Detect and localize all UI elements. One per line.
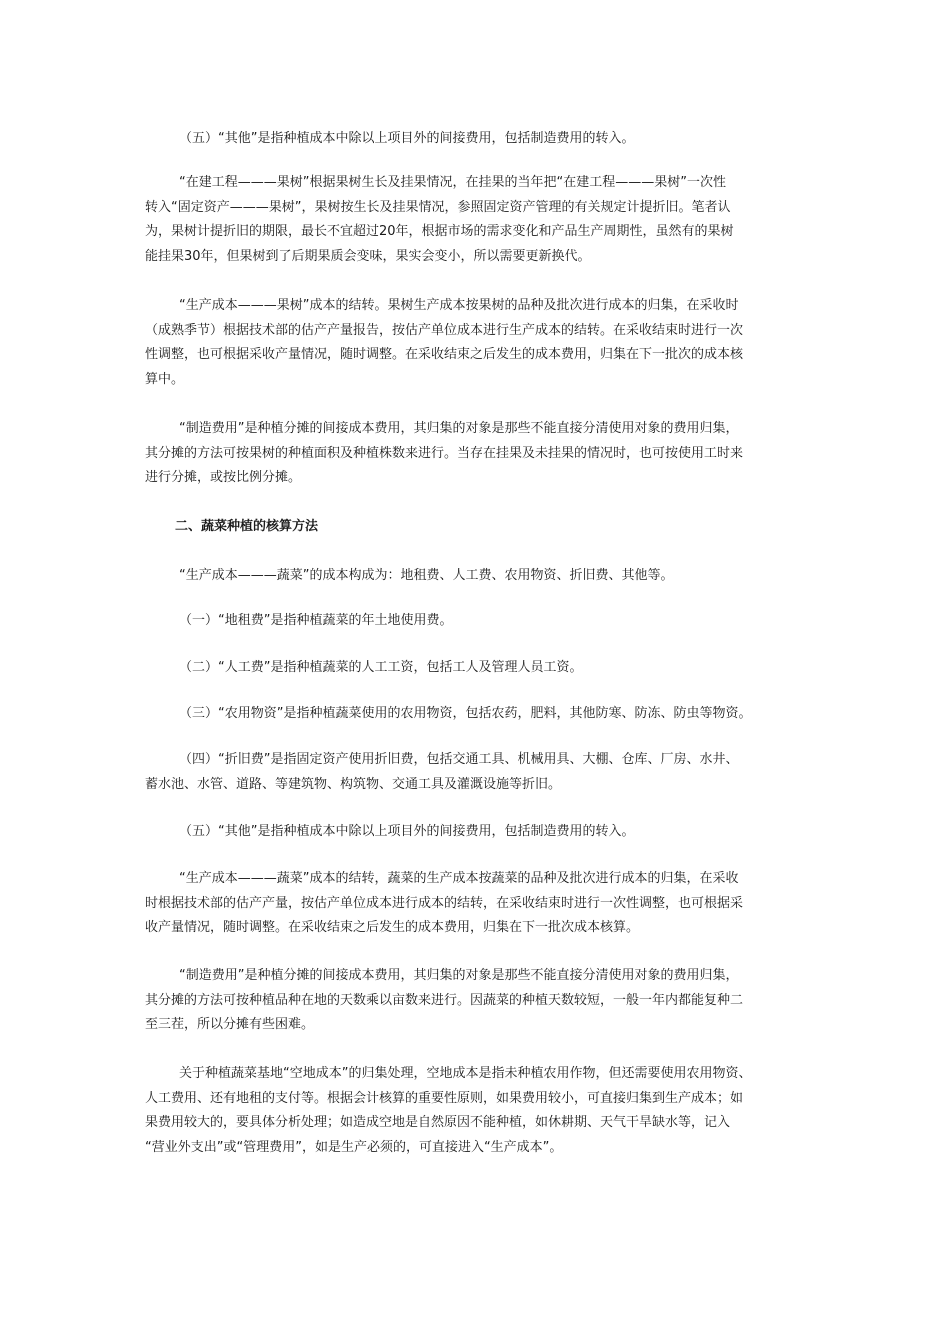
text-line: 果费用较大的，要具体分析处理；如造成空地是自然原因不能种植，如休耕期、天气干旱缺水等，记入 — [145, 1115, 731, 1131]
text-line: （五）“其他”是指种植成本中除以上项目外的间接费用，包括制造费用的转入。 — [179, 824, 635, 839]
text-line: 收产量情况，随时调整。在采收结束之后发生的成本费用，归集在下一批次成本核算。 — [145, 920, 640, 936]
text-line: 时根据技术部的估产产量，按估产单位成本进行成本的结转，在采收结束时进行一次性调整，也可根据采 — [145, 895, 744, 911]
section-heading — [145, 515, 810, 540]
text-line: （四）“折旧费”是指固定资产使用折旧费，包括交通工具、机械用具、大棚、仓库、厂房、水井、 — [179, 752, 739, 767]
paragraph-vegetable-overhead — [145, 964, 810, 1038]
text-line: 算中。 — [145, 371, 185, 387]
paragraph-fruit-cost-transfer — [145, 294, 810, 392]
text-line: “制造费用”是种植分摊的间接成本费用，其归集的对象是那些不能直接分清使用对象的费用归集， — [179, 421, 739, 436]
paragraph-other-vegetable — [145, 820, 810, 845]
paragraph-agricultural-materials — [145, 702, 810, 727]
text-line: “营业外支出”或“管理费用”，如是生产必须的，可直接进入“生产成本”。 — [145, 1139, 563, 1155]
heading-text: 二、蔬菜种植的核算方法 — [175, 519, 319, 534]
text-line: 关于种植蔬菜基地“空地成本”的归集处理，空地成本是指未种植农用作物，但还需要使用农用物资、 — [179, 1066, 752, 1081]
text-line: “生产成本———蔬菜”成本的结转，蔬菜的生产成本按蔬菜的品种及批次进行成本的归集，在采收 — [179, 871, 739, 886]
text-line: （成熟季节）根据技术部的估产产量报告，按估产单位成本进行生产成本的结转。在采收结束时进行一次 — [145, 322, 744, 338]
text-line: 蓄水池、水管、道路、等建筑物、构筑物、交通工具及灌溉设施等折旧。 — [145, 776, 562, 792]
text-line: 进行分摊，或按比例分摊。 — [145, 470, 302, 486]
text-line: 其分摊的方法可按果树的种植面积及种植株数来进行。当存在挂果及未挂果的情况时，也可按使用工时来 — [145, 445, 744, 461]
text-line: （三）“农用物资”是指种植蔬菜使用的农用物资，包括农药，肥料，其他防寒、防冻、防虫等物资。 — [179, 706, 752, 721]
text-line: （一）“地租费”是指种植蔬菜的年土地使用费。 — [179, 613, 453, 628]
text-line: （五）“其他”是指种植成本中除以上项目外的间接费用，包括制造费用的转入。 — [179, 131, 635, 146]
paragraph-depreciation — [145, 748, 810, 797]
paragraph-labor-cost — [145, 656, 810, 681]
text-line: （二）“人工费”是指种植蔬菜的人工工资，包括工人及管理人员工资。 — [179, 660, 583, 675]
text-line: “在建工程———果树”根据果树生长及挂果情况，在挂果的当年把“在建工程———果树”一次性 — [179, 175, 726, 190]
text-line: 能挂果30年，但果树到了后期果质会变味，果实会变小，所以需要更新换代。 — [145, 248, 591, 264]
paragraph-vegetable-cost-composition — [145, 564, 810, 589]
paragraph-construction-in-progress — [145, 171, 810, 269]
text-line: 其分摊的方法可按种植品种在地的天数乘以亩数来进行。因蔬菜的种植天数较短，一般一年内都能复种二 — [145, 992, 744, 1008]
paragraph-fruit-overhead — [145, 417, 810, 491]
paragraph-land-rent — [145, 609, 810, 634]
paragraph-idle-land-cost — [145, 1062, 810, 1160]
text-line: 转入“固定资产———果树”，果树按生长及挂果情况，参照固定资产管理的有关规定计提折旧。笔者认 — [145, 199, 731, 215]
text-line: “制造费用”是种植分摊的间接成本费用，其归集的对象是那些不能直接分清使用对象的费用归集， — [179, 968, 739, 983]
text-line: “生产成本———蔬菜”的成本构成为：地租费、人工费、农用物资、折旧费、其他等。 — [179, 568, 674, 583]
paragraph-vegetable-cost-transfer — [145, 867, 810, 941]
text-line: 性调整，也可根据采收产量情况，随时调整。在采收结束之后发生的成本费用，归集在下一批次的成本核 — [145, 347, 744, 363]
text-line: 人工费用、还有地租的支付等。根据会计核算的重要性原则，如果费用较小，可直接归集到生产成本；如 — [145, 1090, 744, 1106]
text-line: 为，果树计提折旧的期限，最长不宜超过20年，根据市场的需求变化和产品生产周期性，虽然有的果树 — [145, 224, 734, 240]
text-line: 至三茬，所以分摊有些困难。 — [145, 1017, 315, 1033]
paragraph-other-fruit — [145, 127, 810, 152]
text-line: “生产成本———果树”成本的结转。果树生产成本按果树的品种及批次进行成本的归集，在采收时 — [179, 298, 739, 313]
